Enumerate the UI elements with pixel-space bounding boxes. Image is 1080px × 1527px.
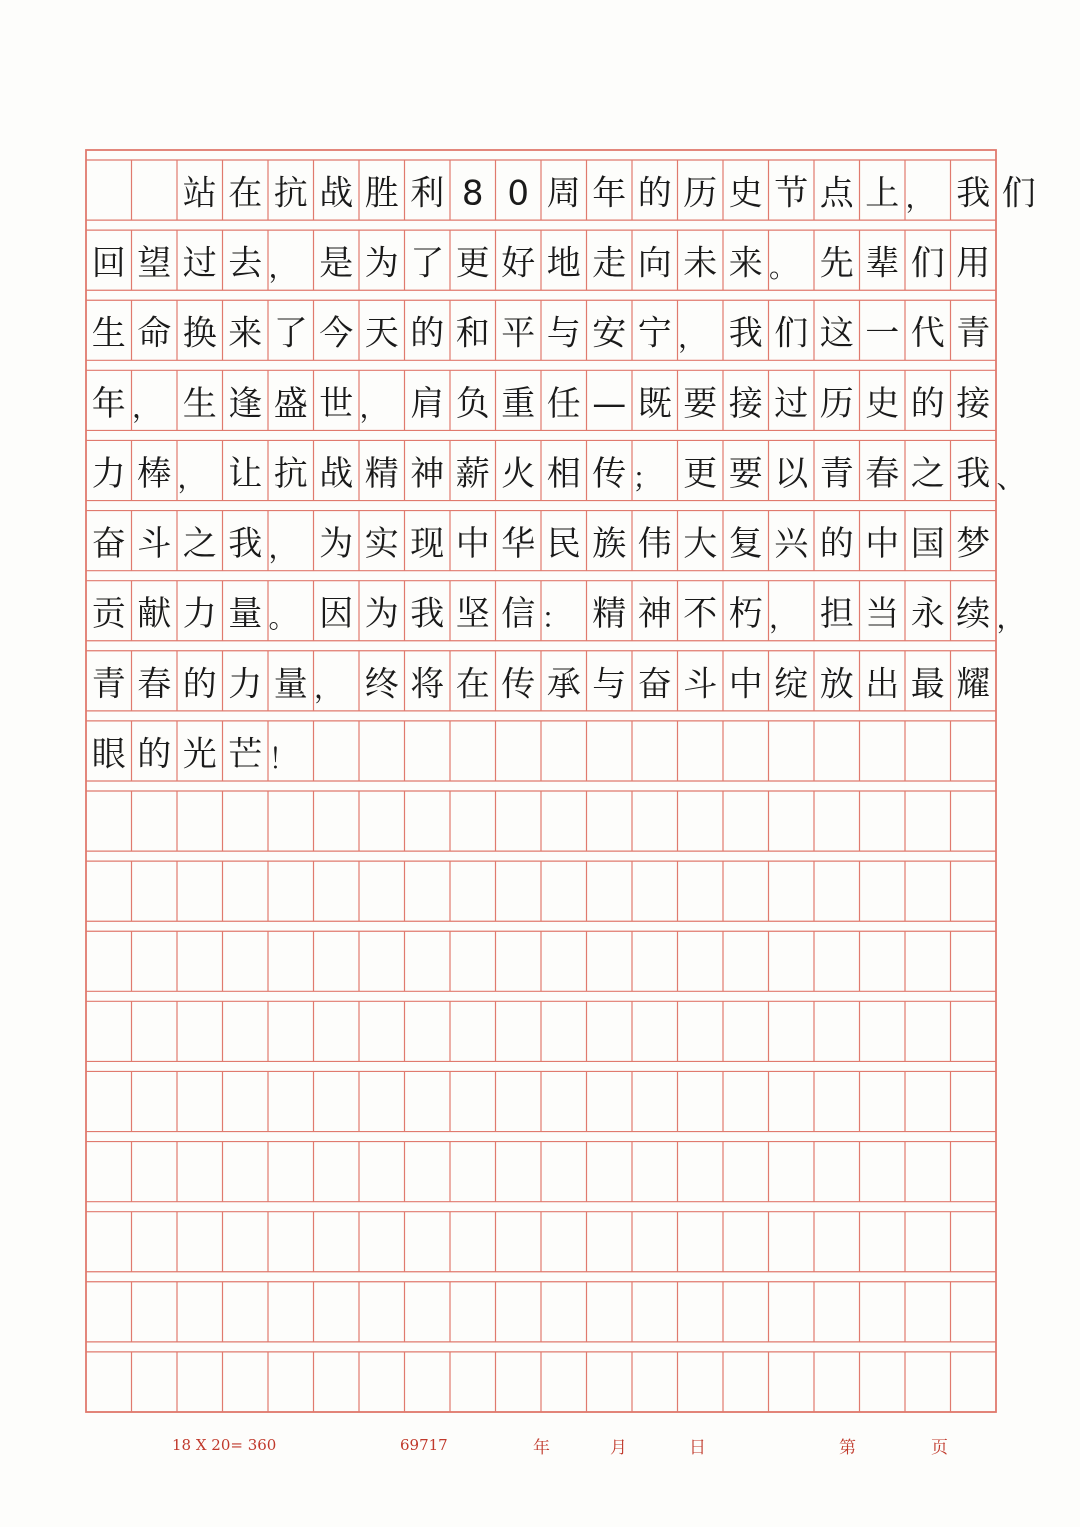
manuscript-char: 春 [137, 664, 172, 705]
manuscript-char: ， [996, 601, 1025, 635]
manuscript-char: 与 [546, 313, 581, 354]
manuscript-char: 朽 [728, 594, 763, 635]
manuscript-char: 今 [319, 313, 354, 354]
manuscript-char: 回 [91, 243, 126, 284]
manuscript-char: 承 [546, 664, 581, 705]
manuscript-char: 斗 [683, 664, 718, 705]
manuscript-char: 上 [865, 173, 900, 214]
manuscript-char: 出 [865, 664, 900, 705]
manuscript-char: 耀 [956, 664, 991, 705]
manuscript-char: 棒 [137, 453, 172, 494]
manuscript-char: 不 [683, 594, 718, 635]
manuscript-char: 复 [728, 524, 763, 565]
month-label: 月 [610, 1438, 627, 1458]
manuscript-char: 相 [546, 453, 581, 494]
manuscript-char: 的 [182, 664, 217, 705]
manuscript-char: ， [268, 531, 297, 565]
manuscript-char: 斗 [137, 524, 172, 565]
manuscript-char: 献 [137, 594, 172, 635]
manuscript-char: 在 [228, 173, 263, 214]
manuscript-char: 战 [319, 173, 354, 214]
manuscript-char: 8 [461, 173, 484, 214]
manuscript-char: 年 [91, 383, 126, 424]
manuscript-char: ， [177, 461, 206, 495]
manuscript-char: 华 [501, 524, 536, 565]
manuscript-char: 绽 [774, 664, 809, 705]
manuscript-char: 世 [319, 383, 354, 424]
manuscript-char: 在 [455, 664, 490, 705]
manuscript-char: 大 [683, 524, 718, 565]
manuscript-char: ， [314, 671, 343, 705]
manuscript-char: 战 [319, 453, 354, 494]
manuscript-char: 我 [228, 524, 263, 565]
manuscript-char: 精 [364, 453, 399, 494]
year-label: 年 [533, 1438, 550, 1458]
manuscript-char: 接 [728, 383, 763, 424]
manuscript-char: 来 [728, 243, 763, 284]
manuscript-char: 了 [273, 313, 308, 354]
manuscript-char: 族 [592, 524, 627, 565]
manuscript-char: 春 [865, 453, 900, 494]
manuscript-char: 现 [410, 524, 445, 565]
manuscript-char: 抗 [273, 173, 308, 214]
manuscript-char: 宁 [637, 313, 672, 354]
manuscript-char: 国 [910, 524, 945, 565]
manuscript-char: 终 [364, 664, 399, 705]
manuscript-char: 的 [910, 383, 945, 424]
page-suffix-label: 页 [931, 1438, 948, 1458]
manuscript-char: 负 [455, 383, 490, 424]
manuscript-char: 平 [501, 313, 536, 354]
manuscript-char: 抗 [273, 453, 308, 494]
manuscript-char: 、 [996, 461, 1025, 495]
manuscript-char: 民 [546, 524, 581, 565]
manuscript-char: 为 [364, 243, 399, 284]
manuscript-char: 地 [546, 243, 581, 284]
manuscript-char: 既 [637, 383, 672, 424]
manuscript-char: 天 [364, 313, 399, 354]
manuscript-char: 我 [728, 313, 763, 354]
manuscript-char: 将 [410, 664, 445, 705]
manuscript-char: 更 [683, 453, 718, 494]
manuscript-char: 。 [769, 250, 798, 284]
manuscript-char: 的 [410, 313, 445, 354]
manuscript-char: 更 [455, 243, 490, 284]
manuscript-char: 贡 [91, 594, 126, 635]
manuscript-char: 的 [637, 173, 672, 214]
manuscript-char: 传 [592, 453, 627, 494]
manuscript-char: 未 [683, 243, 718, 284]
manuscript-char: 点 [819, 173, 854, 214]
manuscript-char: 好 [501, 243, 536, 284]
manuscript-char: 力 [182, 594, 217, 635]
manuscript-char: 节 [774, 173, 809, 214]
manuscript-char: 安 [592, 313, 627, 354]
manuscript-char: 神 [410, 453, 445, 494]
manuscript-char: 这 [819, 313, 854, 354]
day-label: 日 [689, 1438, 706, 1458]
manuscript-char: 胜 [364, 173, 399, 214]
manuscript-char: 利 [410, 173, 445, 214]
manuscript-char: ， [769, 601, 798, 635]
manuscript-char: 奋 [91, 524, 126, 565]
manuscript-char: 以 [774, 453, 809, 494]
manuscript-char: 要 [728, 453, 763, 494]
manuscript-char: 之 [910, 453, 945, 494]
manuscript-char: 之 [182, 524, 217, 565]
manuscript-char: 要 [683, 383, 718, 424]
manuscript-char: 来 [228, 313, 263, 354]
manuscript-char: 我 [410, 594, 445, 635]
manuscript-char: 用 [956, 243, 991, 284]
manuscript-char: 过 [774, 383, 809, 424]
manuscript-char: 放 [819, 664, 854, 705]
manuscript-char: ， [359, 391, 388, 425]
manuscript-char: 和 [455, 313, 490, 354]
manuscript-char: 代 [910, 313, 945, 354]
manuscript-char: 重 [501, 383, 536, 424]
manuscript-char: 历 [683, 173, 718, 214]
manuscript-char: 换 [182, 313, 217, 354]
manuscript-char: 为 [319, 524, 354, 565]
manuscript-char: 站 [182, 173, 217, 214]
manuscript-char: 量 [273, 664, 308, 705]
manuscript-char: 们 [1001, 173, 1036, 214]
manuscript-char: 信 [501, 594, 536, 635]
grid-spec-label: 18 X 20= 360 [172, 1436, 277, 1454]
manuscript-char: 青 [819, 453, 854, 494]
manuscript-char: 为 [364, 594, 399, 635]
manuscript-char: 向 [637, 243, 672, 284]
manuscript-char: 。 [268, 601, 297, 635]
manuscript-char: 最 [910, 664, 945, 705]
manuscript-char: 力 [91, 453, 126, 494]
manuscript-char: 史 [728, 173, 763, 214]
manuscript-char: 量 [228, 594, 263, 635]
manuscript-char: 我 [956, 453, 991, 494]
manuscript-char: 神 [637, 594, 672, 635]
manuscript-char: ， [905, 180, 934, 214]
manuscript-char: 我 [956, 173, 991, 214]
manuscript-char: 眼 [91, 734, 126, 775]
manuscript-char: 担 [819, 594, 854, 635]
manuscript-char: 力 [228, 664, 263, 705]
manuscript-char: 去 [228, 243, 263, 284]
manuscript-char: 光 [182, 734, 217, 775]
manuscript-char: 永 [910, 594, 945, 635]
manuscript-char: 了 [410, 243, 445, 284]
manuscript-char: 中 [728, 664, 763, 705]
manuscript-char: 让 [228, 453, 263, 494]
manuscript-char: 中 [455, 524, 490, 565]
manuscript-char: 任 [546, 383, 581, 424]
manuscript-char: ： [541, 601, 570, 635]
manuscript-char: 0 [507, 173, 530, 214]
manuscript-char: 实 [364, 524, 399, 565]
manuscript-char: 坚 [455, 594, 490, 635]
manuscript-char: 与 [592, 664, 627, 705]
manuscript-char: 一 [865, 313, 900, 354]
manuscript-char: 望 [137, 243, 172, 284]
manuscript-char: ； [632, 461, 661, 495]
manuscript-char: 薪 [455, 453, 490, 494]
manuscript-char: 走 [592, 243, 627, 284]
manuscript-char: 青 [91, 664, 126, 705]
manuscript-char: 命 [137, 313, 172, 354]
manuscript-char: 伟 [637, 524, 672, 565]
manuscript-char: 兴 [774, 524, 809, 565]
manuscript-char: 青 [956, 313, 991, 354]
manuscript-char: 肩 [410, 383, 445, 424]
manuscript-char: 精 [592, 594, 627, 635]
manuscript-char: ！ [268, 741, 297, 775]
manuscript-char: 火 [501, 453, 536, 494]
manuscript-char: 盛 [273, 383, 308, 424]
manuscript-char: 过 [182, 243, 217, 284]
manuscript-char: 辈 [865, 243, 900, 284]
manuscript-char: 因 [319, 594, 354, 635]
manuscript-char: 中 [865, 524, 900, 565]
manuscript-char: 先 [819, 243, 854, 284]
manuscript-char: 接 [956, 383, 991, 424]
manuscript-char: 史 [865, 383, 900, 424]
manuscript-char: ， [132, 391, 161, 425]
page-prefix-label: 第 [839, 1438, 856, 1458]
manuscript-char: 历 [819, 383, 854, 424]
manuscript-char: 们 [910, 243, 945, 284]
manuscript-char: 芒 [228, 734, 263, 775]
manuscript-char: 梦 [956, 524, 991, 565]
manuscript-char: — [592, 383, 627, 424]
manuscript-char: 年 [592, 173, 627, 214]
manuscript-char: ， [268, 250, 297, 284]
manuscript-char: 周 [546, 173, 581, 214]
paper-code-label: 69717 [400, 1436, 448, 1454]
manuscript-char: 传 [501, 664, 536, 705]
manuscript-char: 续 [956, 594, 991, 635]
manuscript-char: ， [678, 321, 707, 355]
manuscript-char: 是 [319, 243, 354, 284]
manuscript-char: 生 [182, 383, 217, 424]
manuscript-char: 奋 [637, 664, 672, 705]
manuscript-char: 们 [774, 313, 809, 354]
manuscript-char: 的 [819, 524, 854, 565]
manuscript-char: 生 [91, 313, 126, 354]
manuscript-char: 逢 [228, 383, 263, 424]
manuscript-char: 当 [865, 594, 900, 635]
manuscript-char: 的 [137, 734, 172, 775]
